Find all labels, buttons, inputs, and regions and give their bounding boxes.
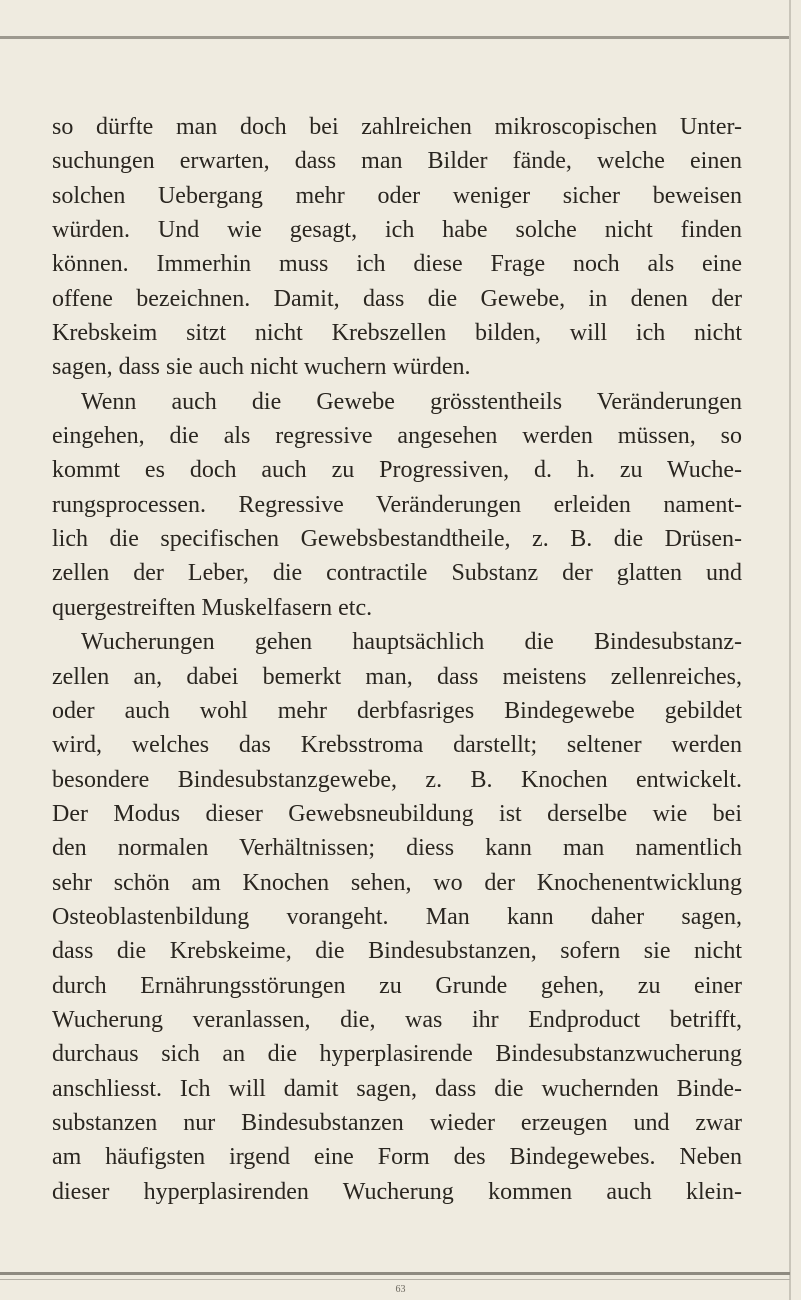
body-text — [52, 110, 742, 1209]
text-line: wird, welches das Krebsstroma darstellt; seltener werden — [52, 732, 742, 759]
text-line: eingehen, die als regressive angesehen werden müssen, so — [52, 423, 742, 450]
text-line: Wenn auch die Gewebe grösstentheils Veränderungen — [81, 388, 742, 415]
bottom-rule — [0, 1272, 790, 1275]
text-line: am häufigsten irgend eine Form des Bindegewebes. Neben — [52, 1144, 742, 1171]
text-line: besondere Bindesubstanzgewebe, z. B. Knochen entwickelt. — [52, 766, 742, 793]
text-line: Der Modus dieser Gewebsneubildung ist derselbe wie bei — [52, 800, 742, 827]
text-line: anschliesst. Ich will damit sagen, dass die wuchernden Binde- — [52, 1075, 742, 1102]
text-line: würden. Und wie gesagt, ich habe solche nicht finden — [52, 217, 742, 244]
text-line: zellen an, dabei bemerkt man, dass meistens zellenreiches, — [52, 663, 742, 690]
text-line: Wucherungen gehen hauptsächlich die Bindesubstanz- — [81, 629, 742, 656]
text-line: solchen Uebergang mehr oder weniger sicher beweisen — [52, 182, 742, 209]
top-rule — [0, 36, 790, 39]
text-line: dieser hyperplasirenden Wucherung kommen auch klein- — [52, 1178, 742, 1205]
text-line: so dürfte man doch bei zahlreichen mikroscopischen Unter- — [52, 114, 742, 140]
text-line: oder auch wohl mehr derbfasriges Bindegewebe gebildet — [52, 697, 742, 724]
text-line: dass die Krebskeime, die Bindesubstanzen, sofern sie nicht — [52, 938, 742, 965]
text-line: den normalen Verhältnissen; diess kann man namentlich — [52, 835, 742, 862]
text-line: Krebskeim sitzt nicht Krebszellen bilden, will ich nicht — [52, 320, 742, 347]
text-line: durch Ernährungsstörungen zu Grunde gehen, zu einer — [52, 972, 742, 999]
text-line: durchaus sich an die hyperplasirende Bindesubstanzwucherung — [52, 1041, 742, 1068]
text-line: lich die specifischen Gewebsbestandtheile, z. B. die Drüsen- — [52, 526, 742, 553]
text-line: Osteoblastenbildung vorangeht. Man kann daher sagen, — [52, 903, 742, 930]
text-line: zellen der Leber, die contractile Substanz der glatten und — [52, 560, 742, 587]
bottom-rule-thin — [0, 1279, 790, 1280]
text-line: kommt es doch auch zu Progressiven, d. h. zu Wuche- — [52, 457, 742, 484]
text-line: suchungen erwarten, dass man Bilder fände, welche einen — [52, 148, 742, 175]
text-line: substanzen nur Bindesubstanzen wieder erzeugen und zwar — [52, 1109, 742, 1136]
text-line: quergestreiften Muskelfasern etc. — [52, 594, 373, 621]
text-line: sehr schön am Knochen sehen, wo der Knochenentwicklung — [52, 869, 742, 896]
text-line: Wucherung veranlassen, die, was ihr Endproduct betrifft, — [52, 1006, 742, 1033]
text-line: rungsprocessen. Regressive Veränderungen erleiden nament- — [52, 491, 742, 518]
text-line: sagen, dass sie auch nicht wuchern würden. — [52, 354, 471, 381]
page-number: 63 — [395, 1284, 406, 1295]
text-line: können. Immerhin muss ich diese Frage noch als eine — [52, 251, 742, 278]
right-edge — [789, 0, 791, 1300]
text-line: offene bezeichnen. Damit, dass die Gewebe, in denen der — [52, 285, 742, 312]
